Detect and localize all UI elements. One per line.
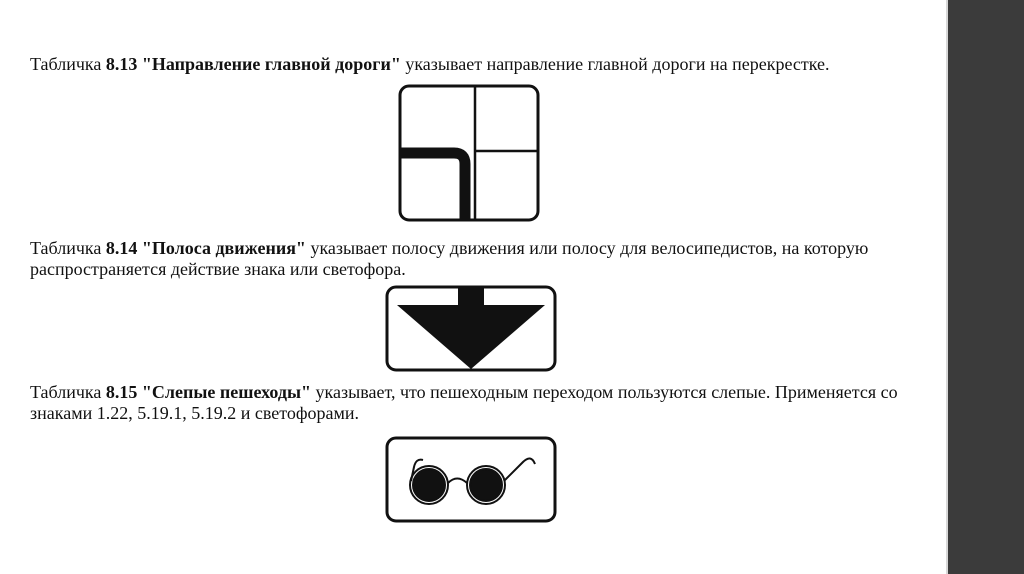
main-road-direction-sign-icon xyxy=(398,84,540,222)
section-prefix: Табличка xyxy=(30,238,106,258)
section-8-14-text xyxy=(30,238,910,280)
section-description: указывает направление главной дороги на перекрестке. xyxy=(400,54,830,74)
section-8-13-text xyxy=(30,54,910,75)
section-8-15-text xyxy=(30,382,910,424)
traffic-lane-arrow-icon xyxy=(385,285,557,372)
section-description: указывает, что пешеходным переходом пользуются слепые. Применяется со знаками 1.22, 5.19.1, 5.19.2 и светофорами. xyxy=(30,382,898,423)
section-description: указывает полосу движения или полосу для велосипедистов, на которую распространяется действие знака или светофора. xyxy=(30,238,869,279)
section-prefix: Табличка xyxy=(30,382,106,402)
section-title: 8.15 "Слепые пешеходы" xyxy=(105,382,312,402)
section-prefix: Табличка xyxy=(30,54,106,74)
section-title: 8.13 "Направление главной дороги" xyxy=(105,54,401,74)
blind-glasses-icon xyxy=(385,436,557,523)
side-band xyxy=(948,0,1024,574)
section-title: 8.14 "Полоса движения" xyxy=(105,238,306,258)
